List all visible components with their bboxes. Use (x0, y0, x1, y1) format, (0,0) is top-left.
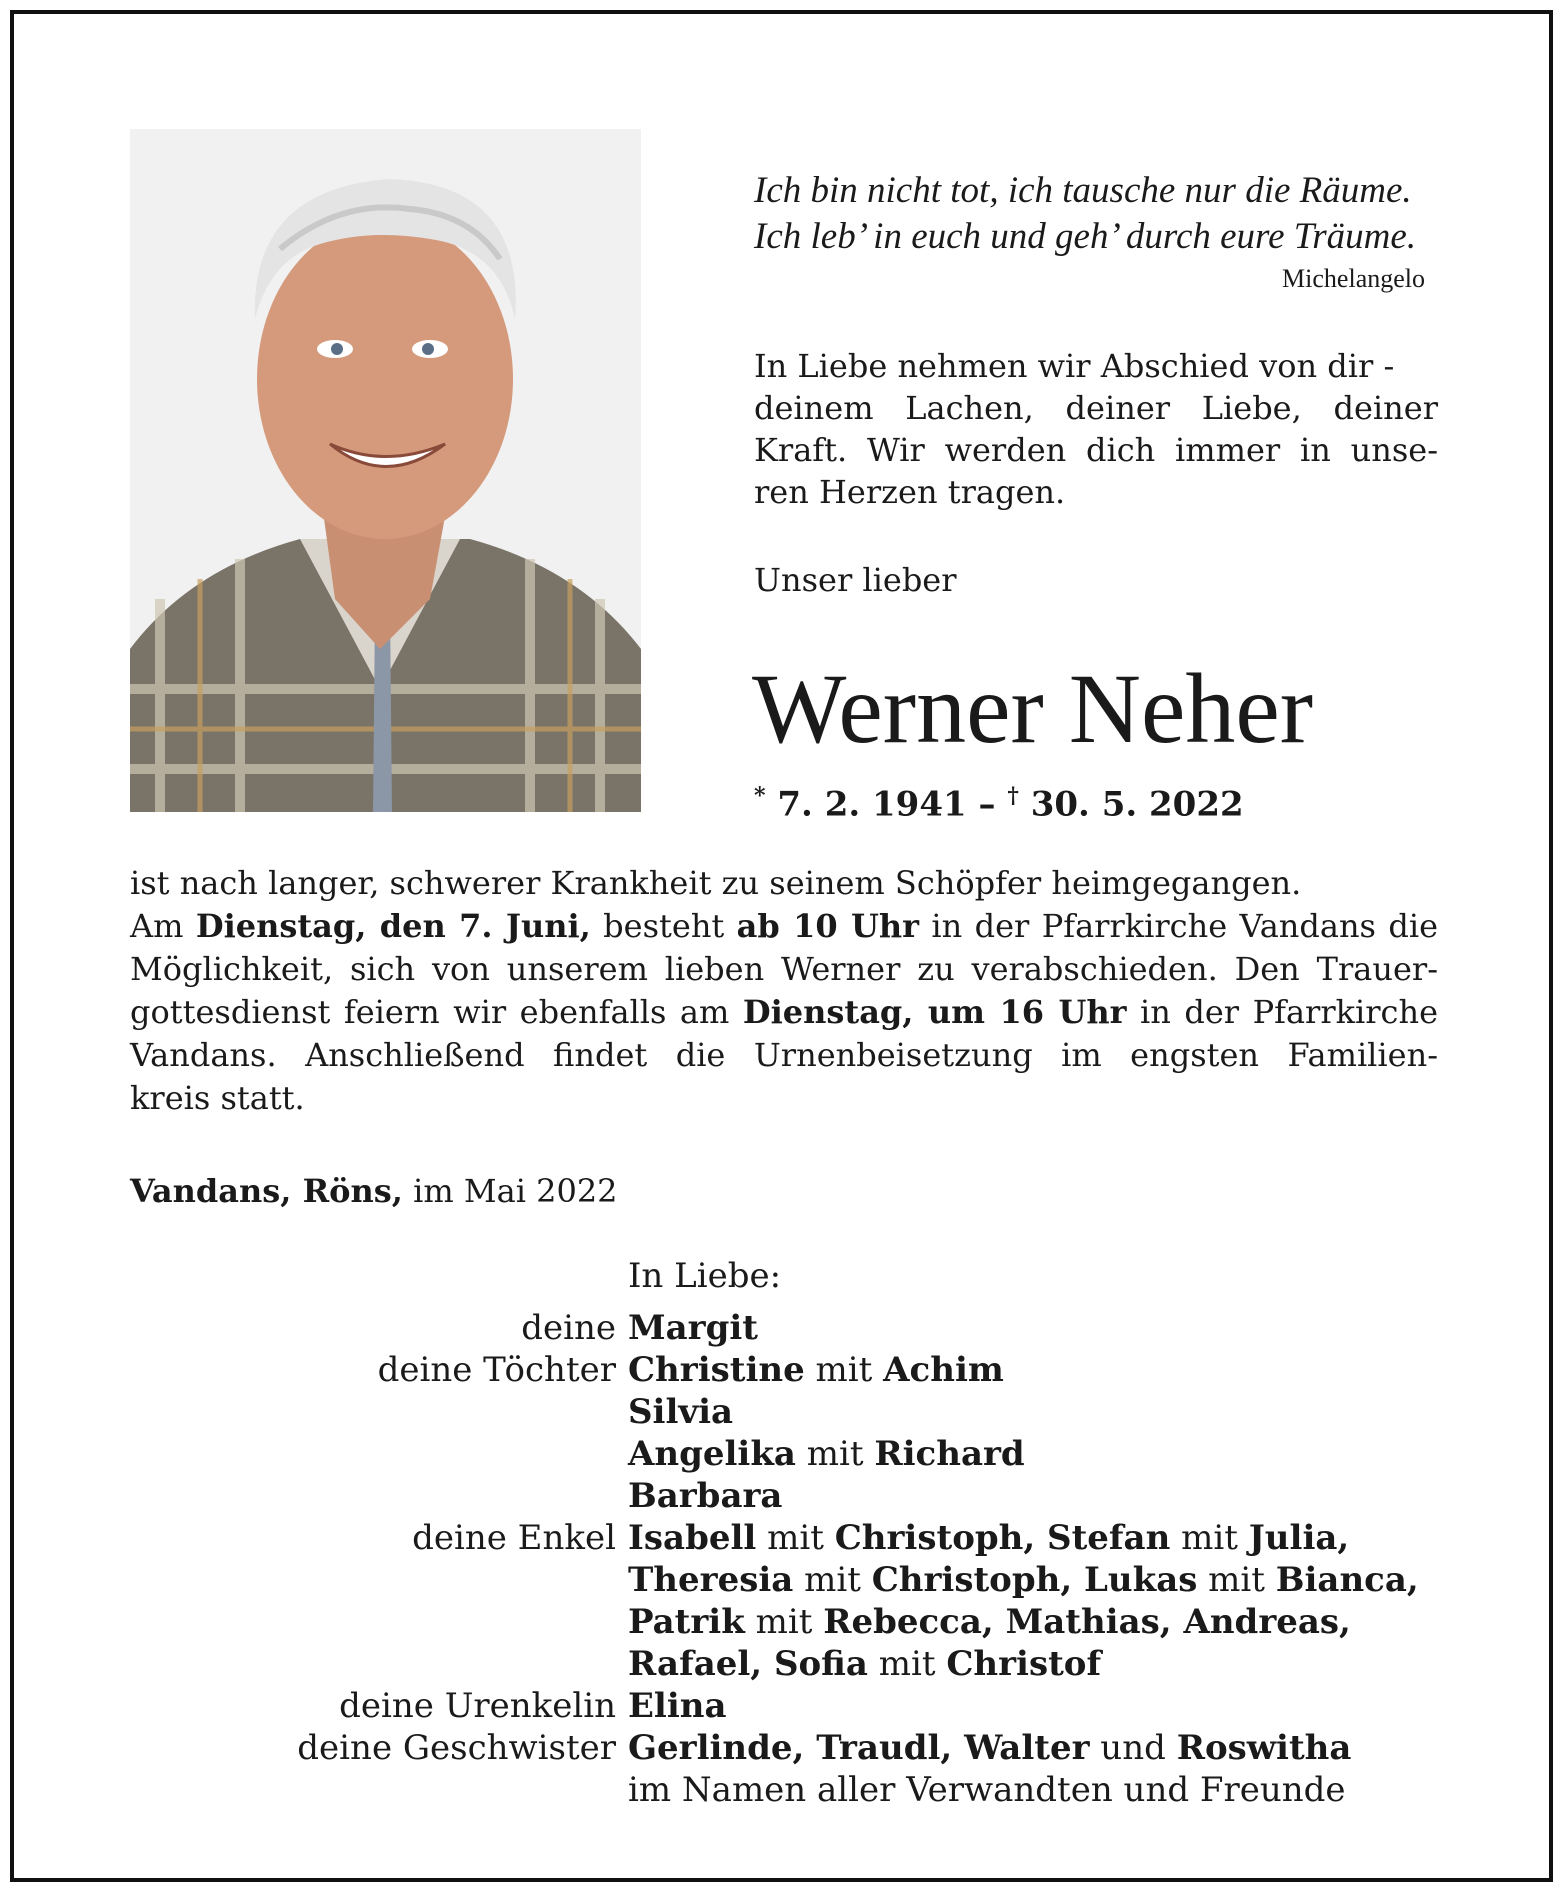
mourner-names (628, 1601, 1450, 1643)
mourner-names (628, 1349, 1450, 1391)
mourner-row-great-grandchild (250, 1685, 1450, 1727)
death-date: 30. 5. 2022 (1030, 784, 1244, 825)
announcement-line-4 (130, 991, 1438, 1034)
mourner-name: Patrik (628, 1602, 745, 1642)
mourner-row-closing (250, 1769, 1450, 1811)
announcement-line-1: ist nach langer, schwerer Krankheit zu seinem Schöpfer heimgegangen. (130, 864, 1302, 902)
connector: mit (744, 1602, 824, 1642)
empty-label (250, 1601, 628, 1643)
announcement-line-3: Möglichkeit, sich von unserem lieben Werner zu verabschieden. Den Trauer- (130, 950, 1438, 988)
mourner-name: Bianca, (1275, 1560, 1419, 1600)
mourner-row-grandchildren-1 (250, 1517, 1450, 1559)
funeral-announcement (130, 862, 1438, 1120)
mourners-heading: In Liebe: (628, 1256, 782, 1296)
mourner-row-daughter-3 (250, 1433, 1450, 1475)
mourner-names (628, 1307, 1450, 1349)
mourner-name: Theresia (628, 1560, 794, 1600)
mourner-name: Christof (946, 1644, 1102, 1684)
mourner-name: Christine (628, 1350, 805, 1390)
mourner-row-daughter-1 (250, 1349, 1450, 1391)
connector: mit (1170, 1518, 1249, 1558)
text-fragment: in der Pfarrkirche Vandans die (919, 907, 1439, 945)
mourner-names (628, 1643, 1450, 1685)
connector: mit (1197, 1560, 1276, 1600)
farewell-text (754, 345, 1438, 513)
mourner-name: Silvia (628, 1392, 734, 1432)
mourner-names (628, 1517, 1450, 1559)
empty-label (250, 1643, 628, 1685)
relation-label: deine (521, 1308, 616, 1348)
birth-symbol: * (754, 783, 766, 809)
life-dates (754, 783, 1244, 824)
empty-label (250, 1391, 628, 1433)
mourner-row-wife (250, 1307, 1450, 1349)
place-and-date (130, 1172, 618, 1210)
relation-label: deine Töchter (377, 1350, 616, 1390)
connector: mit (804, 1350, 884, 1390)
month-year: im Mai 2022 (402, 1172, 618, 1210)
text-fragment: Am (130, 907, 196, 945)
mourner-name: Christoph, Stefan (834, 1518, 1171, 1558)
time-highlight: ab 10 Uhr (736, 907, 920, 945)
farewell-line-4: ren Herzen tragen. (754, 473, 1066, 511)
unser-lieber-text: Unser lieber (754, 561, 957, 599)
memorial-quote (754, 168, 1434, 260)
mourner-name: Christoph, Lukas (871, 1560, 1198, 1600)
closing-text: im Namen aller Verwandten und Freunde (628, 1770, 1346, 1810)
mourner-name: Rebecca, Mathias, Andreas, (823, 1602, 1351, 1642)
mourner-names (628, 1727, 1450, 1769)
place-names: Vandans, Röns, (130, 1172, 403, 1210)
announcement-line-5: Vandans. Anschließend findet die Urnenbeisetzung im engsten Familien- (130, 1036, 1438, 1074)
quote-author: Michelangelo (1282, 264, 1425, 293)
mourner-name: Isabell (628, 1518, 757, 1558)
connector: mit (793, 1560, 872, 1600)
mourner-name: Achim (883, 1350, 1004, 1390)
mourner-name: Margit (628, 1308, 758, 1348)
mourner-name: Julia, (1248, 1518, 1350, 1558)
date-highlight: Dienstag, den 7. Juni, (195, 907, 591, 945)
mourner-row-daughter-4 (250, 1475, 1450, 1517)
mourner-row-grandchildren-2 (250, 1559, 1450, 1601)
birth-date: 7. 2. 1941 (777, 784, 967, 825)
mourner-name: Elina (628, 1686, 727, 1726)
announcement-line-6: kreis statt. (130, 1079, 305, 1117)
service-time-highlight: Dienstag, um 16 Uhr (742, 993, 1127, 1031)
date-separator: – (978, 784, 996, 825)
connector: und (1089, 1728, 1177, 1768)
farewell-line-1: In Liebe nehmen wir Abschied von dir - (754, 347, 1395, 385)
empty-label (250, 1475, 628, 1517)
mourner-names (628, 1391, 1450, 1433)
mourner-name: Gerlinde, Traudl, Walter (628, 1728, 1090, 1768)
portrait-photo (130, 129, 641, 812)
relation-label: deine Urenkelin (339, 1686, 616, 1726)
mourner-name: Angelika (628, 1434, 796, 1474)
mourner-name: Roswitha (1176, 1728, 1352, 1768)
quote-line-2: Ich leb’ in euch und geh’ durch eure Träume. (754, 216, 1417, 257)
farewell-line-2: deinem Lachen, deiner Liebe, deiner (754, 389, 1438, 427)
empty-label (250, 1255, 628, 1297)
connector: mit (867, 1644, 947, 1684)
mourner-names (628, 1433, 1450, 1475)
mourner-names (628, 1559, 1450, 1601)
empty-label (250, 1559, 628, 1601)
quote-line-1: Ich bin nicht tot, ich tausche nur die Räume. (754, 170, 1412, 211)
connector: mit (756, 1518, 835, 1558)
mourners-list (250, 1255, 1450, 1811)
mourner-row-grandchildren-3 (250, 1601, 1450, 1643)
mourner-names (628, 1475, 1450, 1517)
announcement-line-2 (130, 905, 1438, 948)
relation-label: deine Enkel (412, 1518, 616, 1558)
mourner-row-daughter-2 (250, 1391, 1450, 1433)
mourner-names (628, 1685, 1450, 1727)
mourner-row-siblings (250, 1727, 1450, 1769)
farewell-line-3: Kraft. Wir werden dich immer in unse- (754, 431, 1438, 469)
empty-label (250, 1769, 628, 1811)
mourner-name: Barbara (628, 1476, 783, 1516)
text-fragment: besteht (590, 907, 737, 945)
text-fragment: gottesdienst feiern wir ebenfalls am (130, 993, 743, 1031)
mourner-name: Rafael, Sofia (628, 1644, 868, 1684)
mourner-row-grandchildren-4 (250, 1643, 1450, 1685)
text-fragment: in der Pfarrkirche (1126, 993, 1439, 1031)
death-symbol: † (1007, 783, 1019, 809)
empty-label (250, 1433, 628, 1475)
deceased-name: Werner Neher (752, 653, 1314, 764)
connector: mit (795, 1434, 875, 1474)
mourner-name: Richard (874, 1434, 1025, 1474)
relation-label: deine Geschwister (297, 1728, 616, 1768)
mourners-heading-row (250, 1255, 1450, 1297)
